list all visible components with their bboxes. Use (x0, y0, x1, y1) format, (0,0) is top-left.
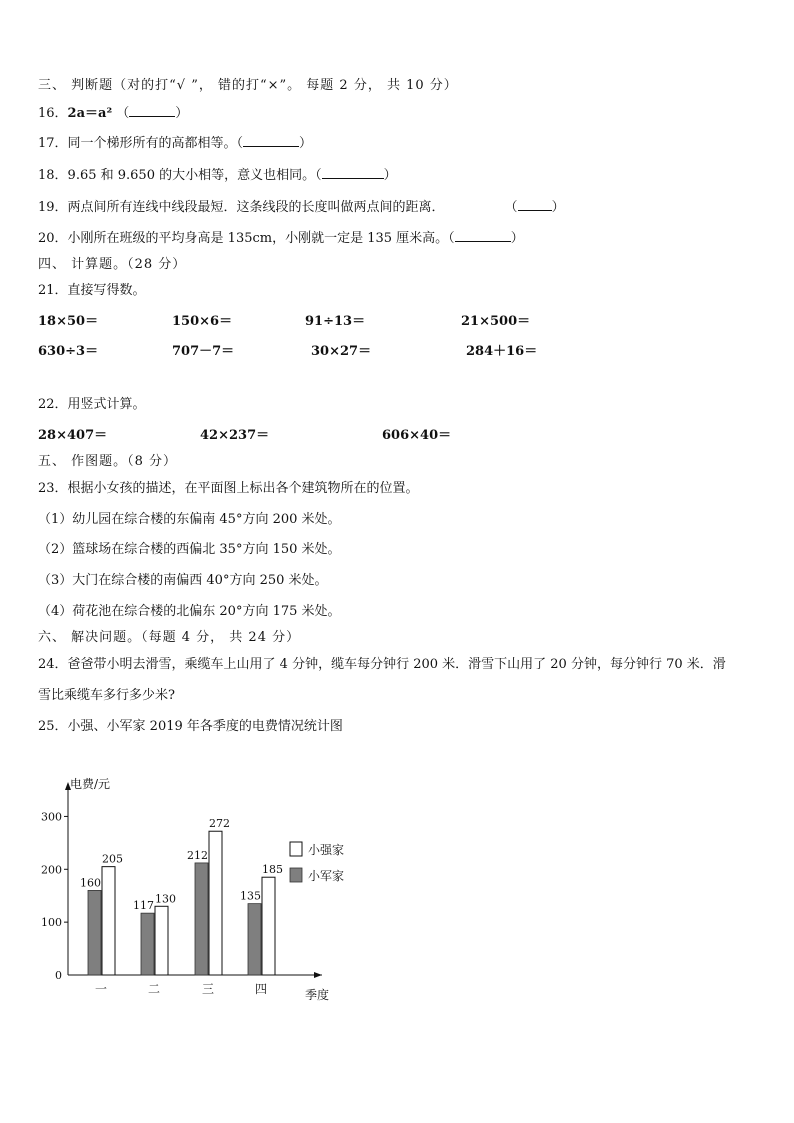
question-23-item: （4）荷花池在综合楼的北偏东 20°方向 175 米处。 (38, 604, 341, 619)
answer-blank-16[interactable] (129, 104, 175, 117)
data-label: 205 (102, 852, 123, 866)
data-label: 117 (133, 899, 154, 913)
y-axis-label: 电费/元 (70, 777, 111, 791)
section-title-calculation: 四、 计算题。（28 分） (38, 257, 187, 272)
calc-item: 284＋16＝ (466, 344, 538, 359)
legend-swatch-dark (290, 868, 302, 882)
question-23-item: （2）篮球场在综合楼的西偏北 35°方向 150 米处。 (38, 542, 341, 557)
answer-blank-18[interactable] (322, 166, 384, 179)
legend-label: 小军家 (308, 869, 345, 883)
calc-item: 30×27＝ (311, 344, 372, 359)
y-tick-label: 0 (55, 969, 62, 982)
calc-item: 21×500＝ (461, 314, 531, 329)
section-title-problems: 六、 解决问题。（每题 4 分， 共 24 分） (38, 630, 301, 645)
calc-item: 150×6＝ (172, 314, 233, 329)
calc-item: 707－7＝ (172, 344, 235, 359)
answer-blank-20[interactable] (455, 229, 511, 242)
question-24-line2: 雪比乘缆车多行多少米? (38, 688, 175, 703)
answer-blank-19[interactable] (518, 198, 552, 211)
x-tick-label: 二 (147, 982, 161, 996)
vertical-calc-item: 42×237＝ (200, 428, 270, 443)
x-tick-label: 四 (254, 982, 268, 996)
question-21-title: 21．直接写得数。 (38, 283, 146, 298)
bar-3-light (262, 877, 275, 975)
x-axis-label: 季度 (305, 988, 330, 1002)
calc-item: 18×50＝ (38, 314, 99, 329)
bar-1-dark (141, 913, 154, 975)
bar-2-light (209, 831, 222, 975)
calc-item: 91÷13＝ (305, 314, 366, 329)
data-label: 135 (240, 889, 261, 903)
y-tick-label: 200 (41, 863, 62, 877)
calc-item: 630÷3＝ (38, 344, 99, 359)
question-17: 17．同一个梯形所有的高都相等。（ ） (38, 136, 313, 151)
bar-3-dark (248, 904, 261, 975)
bar-0-dark (88, 890, 101, 975)
question-22-title: 22．用竖式计算。 (38, 397, 146, 412)
bar-1-light (155, 906, 168, 975)
data-label: 272 (209, 817, 230, 831)
data-label: 130 (155, 892, 176, 906)
question-23-item: （1）幼儿园在综合楼的东偏南 45°方向 200 米处。 (38, 512, 341, 527)
y-tick-label: 100 (41, 916, 62, 930)
vertical-calc-item: 28×407＝ (38, 428, 108, 443)
question-16: 16．2a＝a² （ ） (38, 106, 189, 121)
question-23-item: （3）大门在综合楼的南偏西 40°方向 250 米处。 (38, 573, 328, 588)
electricity-bar-chart (0, 770, 400, 1010)
section-title-judgement: 三、 判断题（对的打“√ ”， 错的打“×”。 每题 2 分， 共 10 分） (38, 78, 458, 93)
question-23-title: 23．根据小女孩的描述，在平面图上标出各个建筑物所在的位置。 (38, 481, 419, 496)
x-tick-label: 一 (94, 982, 108, 996)
question-24-line1: 24．爸爸带小明去滑雪，乘缆车上山用了 4 分钟，缆车每分钟行 200 米．滑雪下山用了 20 分钟，每分钟行 70 米．滑 (38, 657, 726, 672)
question-25-title: 25．小强、小军家 2019 年各季度的电费情况统计图 (38, 719, 343, 734)
vertical-calc-item: 606×40＝ (382, 428, 452, 443)
question-19: 19．两点间所有连线中线段最短．这条线段的长度叫做两点间的距离． （ ） (38, 200, 565, 215)
bar-2-dark (195, 863, 208, 975)
question-18: 18．9.65 和 9.650 的大小相等，意义也相同。（ ） (38, 168, 397, 183)
answer-blank-17[interactable] (243, 134, 299, 147)
data-label: 212 (187, 848, 208, 862)
data-label: 185 (262, 863, 283, 877)
x-tick-label: 三 (201, 982, 215, 996)
question-20: 20．小刚所在班级的平均身高是 135cm，小刚就一定是 135 厘米高。（ ） (38, 231, 524, 246)
legend-label: 小强家 (308, 843, 345, 857)
section-title-drawing: 五、 作图题。（8 分） (38, 454, 178, 469)
y-tick-label: 300 (41, 810, 62, 824)
bar-0-light (102, 867, 115, 975)
data-label: 160 (80, 876, 101, 890)
x-axis-arrow (314, 972, 322, 978)
legend-swatch-light (290, 842, 302, 856)
